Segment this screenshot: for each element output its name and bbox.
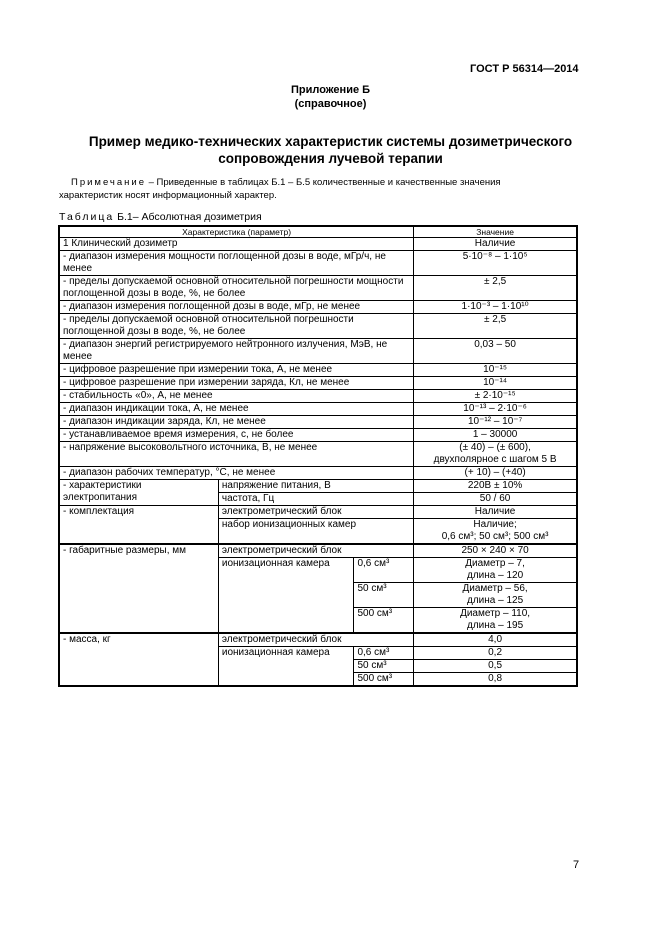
table-row: - масса, кг электрометрический блок 4,0 (59, 633, 577, 647)
table-row: 500 см³ Диаметр – 110, длина – 195 (59, 608, 577, 634)
param-cell: - напряжение высоковольтного источника, В, не менее (59, 442, 414, 467)
standard-number: ГОСТ Р 56314—2014 (470, 63, 579, 75)
note-label: Примечание (71, 177, 146, 188)
table-row (59, 339, 577, 364)
value-cell: Наличие (414, 238, 577, 251)
table-row (59, 416, 577, 429)
value-cell: ± 2,5 (414, 276, 577, 301)
note-text1: – Приведенные в таблицах Б.1 – Б.5 количественные и качественные значения (146, 177, 501, 188)
table-row (59, 377, 577, 390)
table-row: - габаритные размеры, мм электрометрический блок 250 × 240 × 70 (59, 544, 577, 558)
param-cell: - диапазон рабочих температур, °С, не менее (59, 467, 414, 480)
note (59, 176, 583, 202)
value-cell: (+ 10) – (+40) (414, 467, 577, 480)
value-cell: 10⁻¹⁴ (414, 377, 577, 390)
param-cell: - стабильность «0», А, не менее (59, 390, 414, 403)
table-row (59, 238, 577, 251)
col-header-value: Значение (414, 226, 577, 238)
param-cell: - пределы допускаемой основной относительной погрешности поглощенной дозы в воде, %, не более (59, 314, 414, 339)
table-row: 50 см³ 0,5 (59, 660, 577, 673)
table-row (59, 251, 577, 276)
value-cell: 10⁻¹⁵ (414, 364, 577, 377)
table-row (59, 467, 577, 480)
page-title-line1: Пример медико-технических характеристик системы дозиметрического (88, 134, 573, 149)
value-cell: 10⁻¹³ – 2·10⁻⁶ (414, 403, 577, 416)
table-caption: Таблица Б.1– Абсолютная дозиметрия (59, 211, 262, 223)
table-row (59, 429, 577, 442)
param-cell: - габаритные размеры, мм (59, 544, 218, 633)
table-row (59, 364, 577, 377)
table-row: - характеристики электропитания напряжение питания, В 220В ± 10% (59, 480, 577, 493)
table-row: частота, Гц 50 / 60 (59, 493, 577, 506)
table-row (59, 403, 577, 416)
table-row (59, 301, 577, 314)
table-header-row (59, 226, 577, 238)
param-cell: - диапазон индикации заряда, Кл, не менее (59, 416, 414, 429)
param-cell: - масса, кг (59, 633, 218, 686)
value-cell: 1·10⁻³ – 1·10¹⁰ (414, 301, 577, 314)
value-cell: 0,03 – 50 (414, 339, 577, 364)
page-title-line2: сопровождения лучевой терапии (218, 151, 443, 166)
param-cell: - диапазон измерения поглощенной дозы в воде, мГр, не менее (59, 301, 414, 314)
param-cell: - комплектация (59, 506, 218, 545)
table-row (59, 442, 577, 467)
value-cell: 5·10⁻⁸ – 1·10⁵ (414, 251, 577, 276)
param-cell: - диапазон индикации тока, А, не менее (59, 403, 414, 416)
table-row: ионизационная камера 0,6 см³ 0,2 (59, 647, 577, 660)
param-cell: - пределы допускаемой основной относительной погрешности мощности поглощенной дозы в воде, %, не более (59, 276, 414, 301)
table-row (59, 314, 577, 339)
table-row: 500 см³ 0,8 (59, 673, 577, 687)
dosimetry-table (58, 225, 578, 687)
param-cell: 1 Клинический дозиметр (59, 238, 414, 251)
table-row (59, 390, 577, 403)
param-cell: - цифровое разрешение при измерении заряда, Кл, не менее (59, 377, 414, 390)
col-header-param: Характеристика (параметр) (59, 226, 414, 238)
value-cell: 10⁻¹² – 10⁻⁷ (414, 416, 577, 429)
param-cell: - цифровое разрешение при измерении тока, А, не менее (59, 364, 414, 377)
note-text2: характеристик носят информационный характер. (59, 190, 277, 201)
table-row: набор ионизационных камер Наличие; 0,6 см³; 50 см³; 500 см³ (59, 519, 577, 545)
param-cell: - устанавливаемое время измерения, с, не более (59, 429, 414, 442)
param-cell: - характеристики электропитания (59, 480, 218, 506)
value-cell: (± 40) – (± 600), двухполярное с шагом 5 В (414, 442, 577, 467)
table-row: ионизационная камера 0,6 см³ Диаметр – 7, длина – 120 (59, 558, 577, 583)
page-number: 7 (573, 859, 580, 871)
table-row (59, 276, 577, 301)
value-cell: ± 2,5 (414, 314, 577, 339)
value-cell: ± 2·10⁻¹⁵ (414, 390, 577, 403)
appendix-title: Приложение Б (290, 84, 371, 96)
param-cell: - диапазон измерения мощности поглощенной дозы в воде, мГр/ч, не менее (59, 251, 414, 276)
appendix-subtitle: (справочное) (294, 98, 367, 110)
value-cell: 1 – 30000 (414, 429, 577, 442)
table-row: 50 см³ Диаметр – 56, длина – 125 (59, 583, 577, 608)
table-row: - комплектация электрометрический блок Наличие (59, 506, 577, 519)
param-cell: - диапазон энергий регистрируемого нейтронного излучения, МэВ, не менее (59, 339, 414, 364)
